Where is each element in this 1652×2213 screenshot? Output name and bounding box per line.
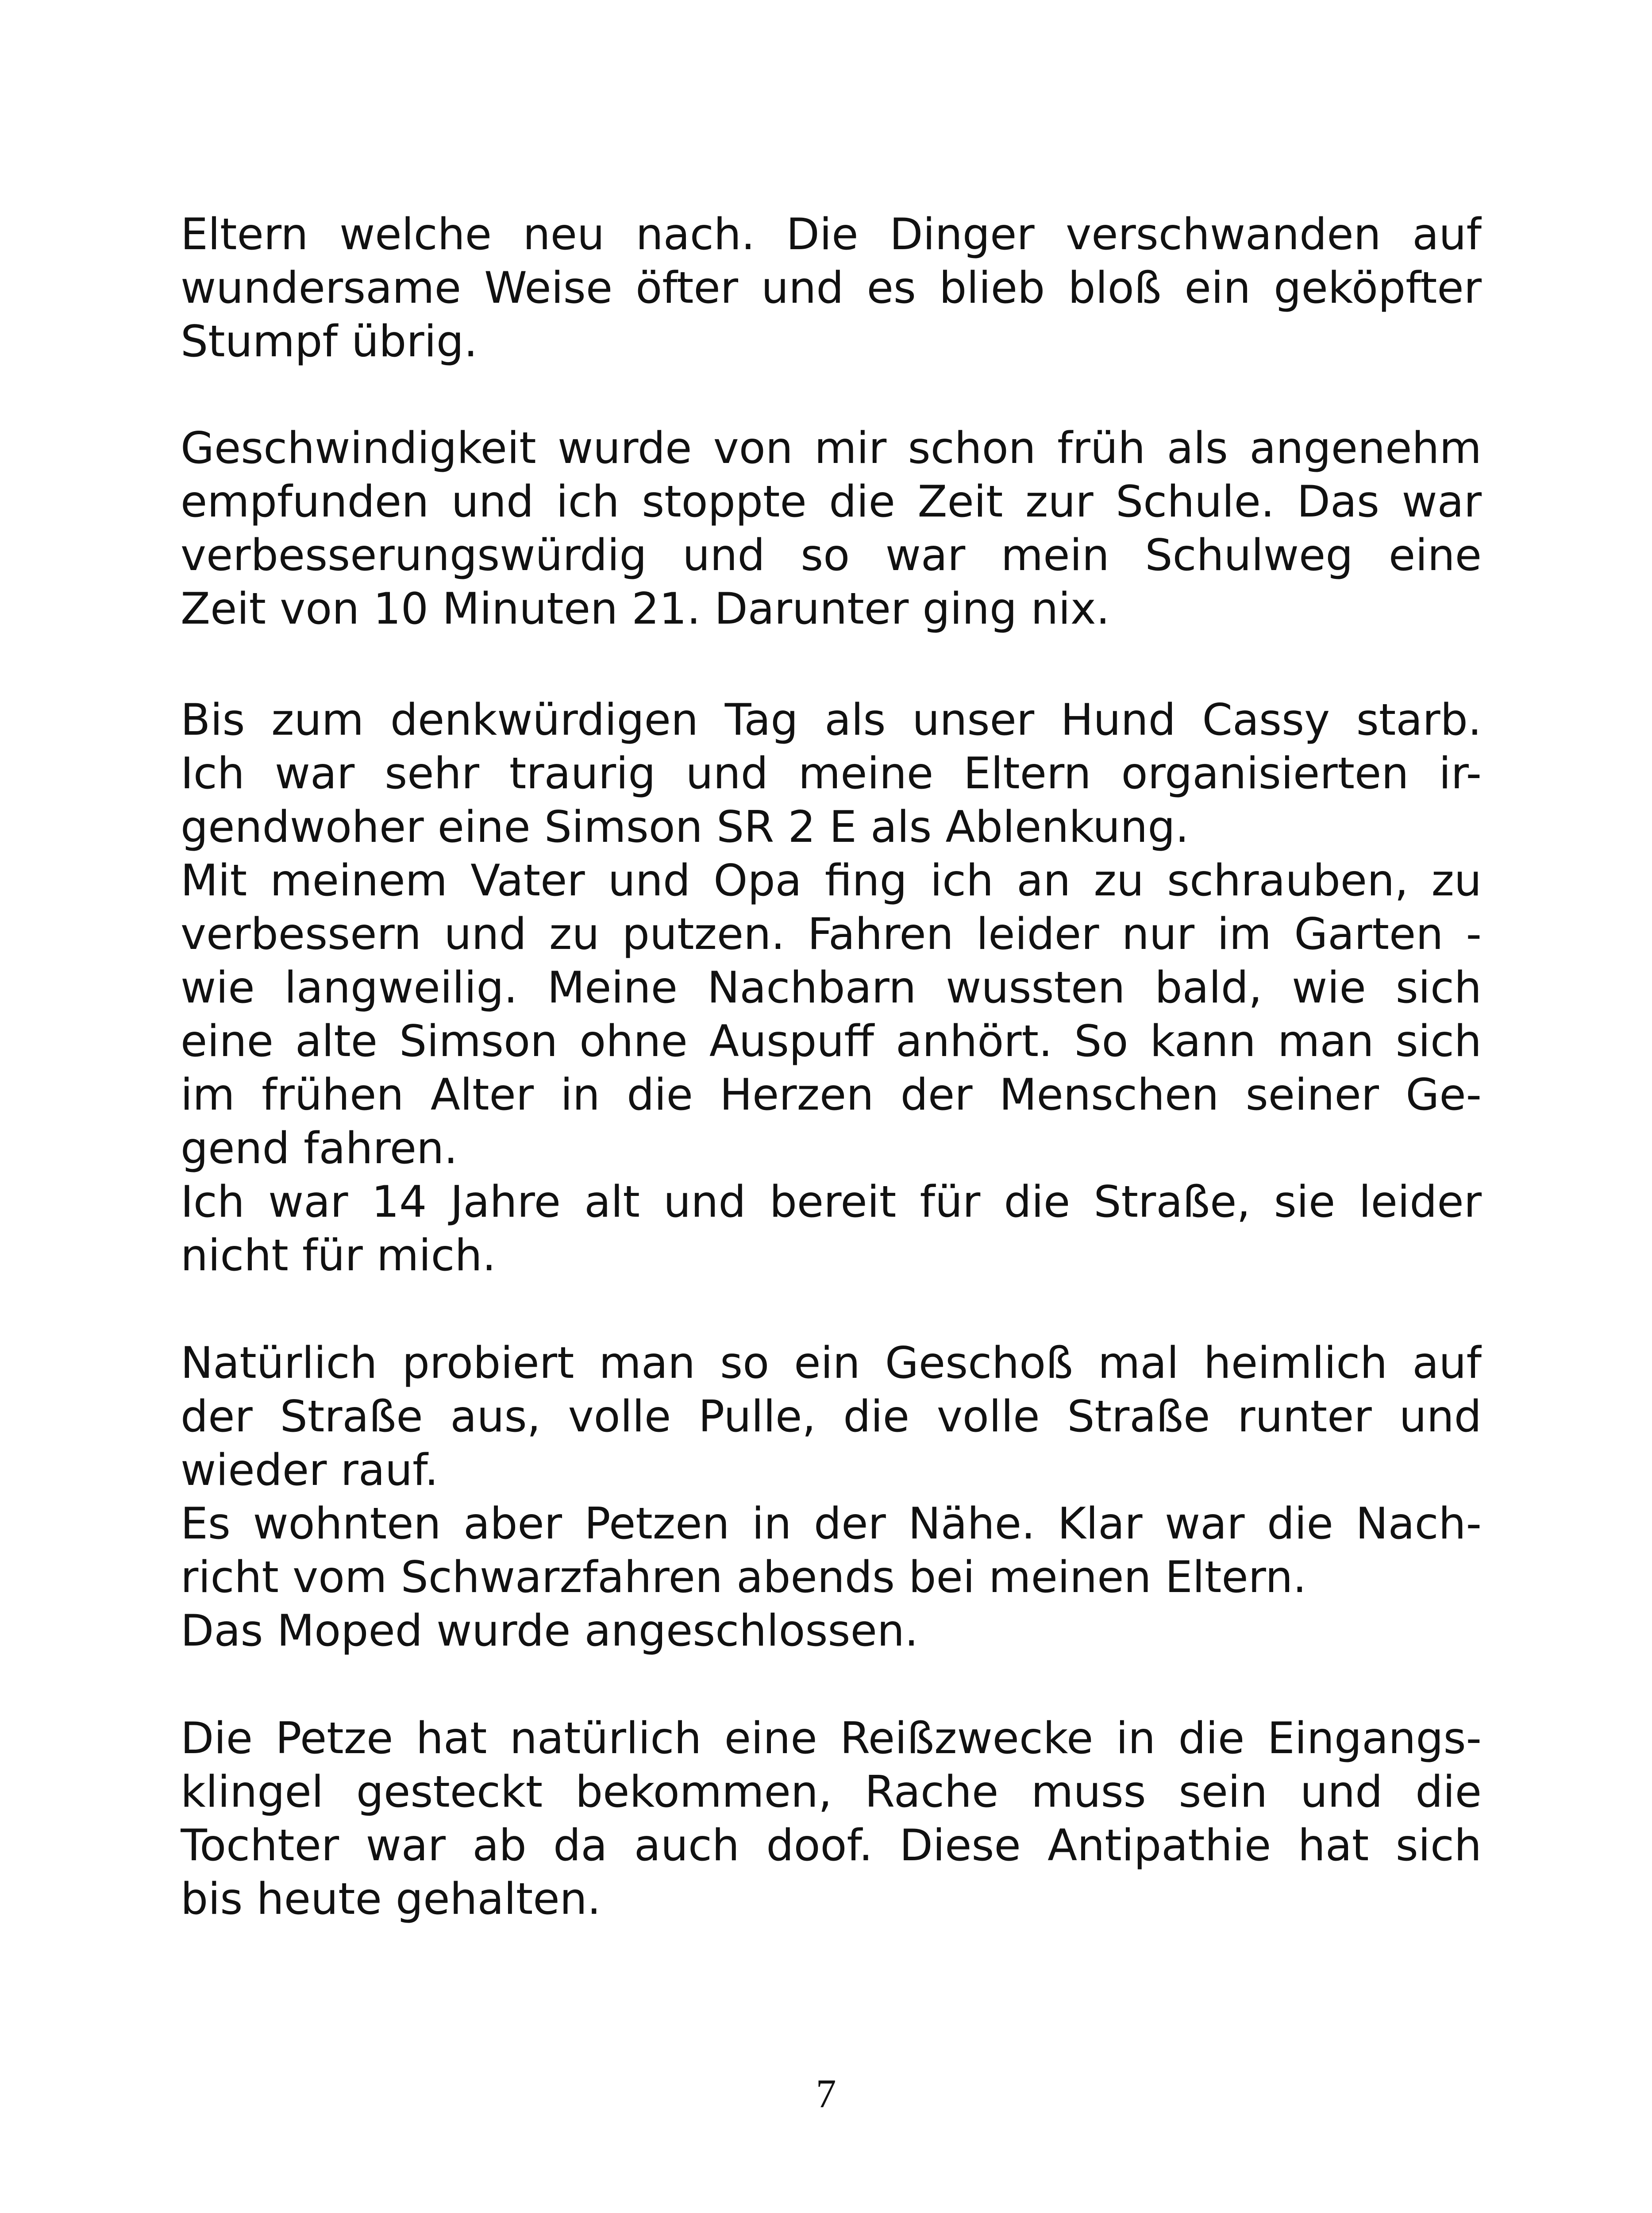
- text-line: verbessern und zu putzen. Fahren leider nur im Garten -: [181, 909, 1482, 960]
- text-line: Eltern welche neu nach. Die Dinger verschwanden auf: [181, 209, 1482, 260]
- text-line: Es wohnten aber Petzen in der Nähe. Klar war die Nach-: [181, 1499, 1482, 1549]
- text-line: Ich war 14 Jahre alt und bereit für die Straße, sie leider: [181, 1177, 1482, 1227]
- text-line: richt vom Schwarzfahren abends bei meinen Eltern.: [181, 1552, 1307, 1603]
- text-line: Das Moped wurde angeschlossen.: [181, 1606, 919, 1656]
- text-line: wundersame Weise öfter und es blieb bloß ein geköpfter: [181, 263, 1482, 313]
- page-number: 7: [816, 2071, 836, 2116]
- text-line: Natürlich probiert man so ein Geschoß mal heimlich auf: [181, 1338, 1482, 1388]
- text-line: eine alte Simson ohne Auspuff anhört. So kann man sich: [181, 1016, 1482, 1067]
- paragraph-7: [181, 1497, 1482, 1604]
- text-line: im frühen Alter in die Herzen der Menschen seiner Ge-: [181, 1070, 1482, 1120]
- text-line: Tochter war ab da auch doof. Diese Antipathie hat sich: [181, 1820, 1482, 1871]
- text-line: der Straße aus, volle Pulle, die volle Straße runter und: [181, 1392, 1482, 1442]
- text-line: wieder rauf.: [181, 1445, 439, 1496]
- paragraph-8: [181, 1604, 1482, 1658]
- paragraph-6: [181, 1337, 1482, 1497]
- text-line: verbesserungswürdig und so war mein Schulweg eine: [181, 530, 1482, 581]
- text-line: gendwoher eine Simson SR 2 E als Ablenkung.: [181, 802, 1189, 852]
- text-line: nicht für mich.: [181, 1230, 496, 1281]
- paragraph-5: [181, 1176, 1482, 1283]
- text-line: Geschwindigkeit wurde von mir schon früh als angenehm: [181, 423, 1482, 474]
- text-line: Bis zum denkwürdigen Tag als unser Hund Cassy starb.: [181, 695, 1482, 745]
- text-line: Die Petze hat natürlich eine Reißzwecke in die Eingangs-: [181, 1713, 1482, 1764]
- paragraph-1: [181, 208, 1482, 369]
- text-line: gend fahren.: [181, 1123, 458, 1174]
- text-line: Stumpf übrig.: [181, 316, 478, 367]
- text-line: Zeit von 10 Minuten 21. Darunter ging nix.: [181, 584, 1110, 634]
- text-line: Mit meinem Vater und Opa fing ich an zu schrauben, zu: [181, 856, 1482, 906]
- text-line: Ich war sehr traurig und meine Eltern organisierten ir-: [181, 748, 1482, 799]
- text-line: wie langweilig. Meine Nachbarn wussten bald, wie sich: [181, 963, 1482, 1013]
- paragraph-9: [181, 1712, 1482, 1926]
- paragraph-4: [181, 854, 1482, 1176]
- text-line: bis heute gehalten.: [181, 1874, 601, 1924]
- paragraph-3: [181, 694, 1482, 854]
- text-line: klingel gesteckt bekommen, Rache muss sein und die: [181, 1767, 1482, 1817]
- paragraph-2: [181, 422, 1482, 636]
- text-line: empfunden und ich stoppte die Zeit zur Schule. Das war: [181, 477, 1482, 527]
